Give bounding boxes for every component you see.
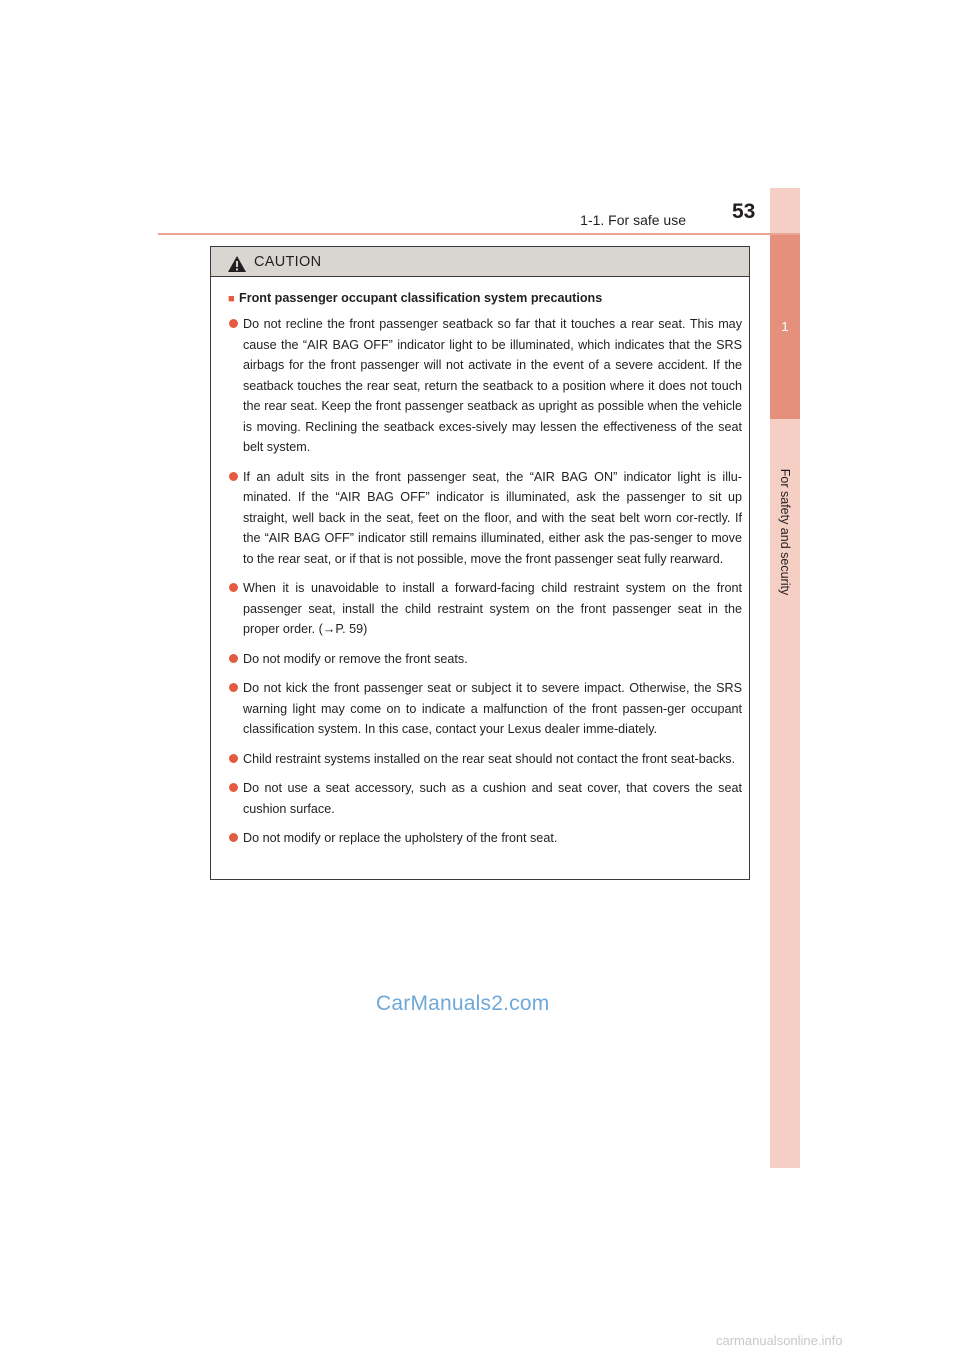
caution-label: CAUTION <box>254 254 322 270</box>
header-divider <box>158 233 800 235</box>
list-item-text: Do not recline the front passenger seatback so far that it touches a rear seat. This may cause the “AIR BAG OFF” indicator light to be illuminated, which indicates that the SRS airbags for the front passenger will not activate in the event of a severe accident. If the seatback touches the rear seat, return the seatback to a position where it does not touch the rear seat. Keep the front passenger seatback as upright as possible when the vehicle is moving. Reclining the seatback exces-sively may lessen the effectiveness of the seat belt system. <box>243 317 742 454</box>
list-item-text: If an adult sits in the front passenger seat, the “AIR BAG ON” indicator light is illu-minated. If the “AIR BAG OFF” indicator is illuminated, ask the passenger to sit up straight, well back in the seat, feet on the floor, and with the seat belt worn cor-rectly. If the “AIR BAG OFF” indicator still remains illuminated, either ask the pas-senger to move to the rear seat, or if that is not possible, move the front passenger seat fully rearward. <box>243 469 742 566</box>
bullet-icon <box>229 319 238 328</box>
bullet-icon <box>229 472 238 481</box>
bullet-icon <box>229 683 238 692</box>
list-item-text: Do not modify or replace the upholstery of the front seat. <box>243 831 558 845</box>
chapter-number: 1 <box>781 319 789 334</box>
caution-box <box>210 246 750 880</box>
bullet-icon <box>229 783 238 792</box>
bullet-icon <box>229 654 238 663</box>
list-item <box>229 678 743 740</box>
page-number: 53 <box>732 200 756 223</box>
chapter-title: For safety and security <box>778 468 792 596</box>
list-item <box>229 649 743 670</box>
caution-heading <box>228 291 743 305</box>
site-watermark: CarManuals2.com <box>376 992 550 1015</box>
warning-triangle-icon <box>227 255 247 273</box>
list-item <box>229 314 743 458</box>
list-item <box>229 749 743 770</box>
list-item <box>229 828 743 849</box>
list-item <box>229 778 743 819</box>
chapter-number-tab <box>770 234 800 419</box>
caution-header <box>211 247 749 277</box>
bullet-icon <box>229 583 238 592</box>
list-item-text: When it is unavoidable to install a forward-facing child restraint system on the front passenger seat, install the child restraint system on the front passenger seat in the proper order. (→P. 59) <box>243 581 742 636</box>
caution-heading-text: Front passenger occupant classification system precautions <box>239 291 603 305</box>
list-item-text: Child restraint systems installed on the rear seat should not contact the front seat-backs. <box>243 751 736 766</box>
list-item-text: Do not kick the front passenger seat or subject it to severe impact. Otherwise, the SRS warning light may come on to indicate a malfunction of the front passen-ger occupant classification system. In this case, contact your Lexus dealer imme-diately. <box>243 681 742 736</box>
list-item-text: Do not modify or remove the front seats. <box>243 651 468 666</box>
bullet-icon <box>229 754 238 763</box>
footer-watermark: carmanualsonline.info <box>716 1333 843 1348</box>
bullet-icon <box>229 833 238 842</box>
caution-item-list <box>228 314 743 849</box>
caution-body <box>211 277 749 849</box>
list-item-text: Do not use a seat accessory, such as a cushion and seat cover, that covers the seat cushion surface. <box>243 781 742 816</box>
list-item <box>229 467 743 570</box>
section-title: 1-1. For safe use <box>580 212 686 228</box>
list-item <box>229 578 743 640</box>
square-bullet-icon: ■ <box>228 293 235 305</box>
